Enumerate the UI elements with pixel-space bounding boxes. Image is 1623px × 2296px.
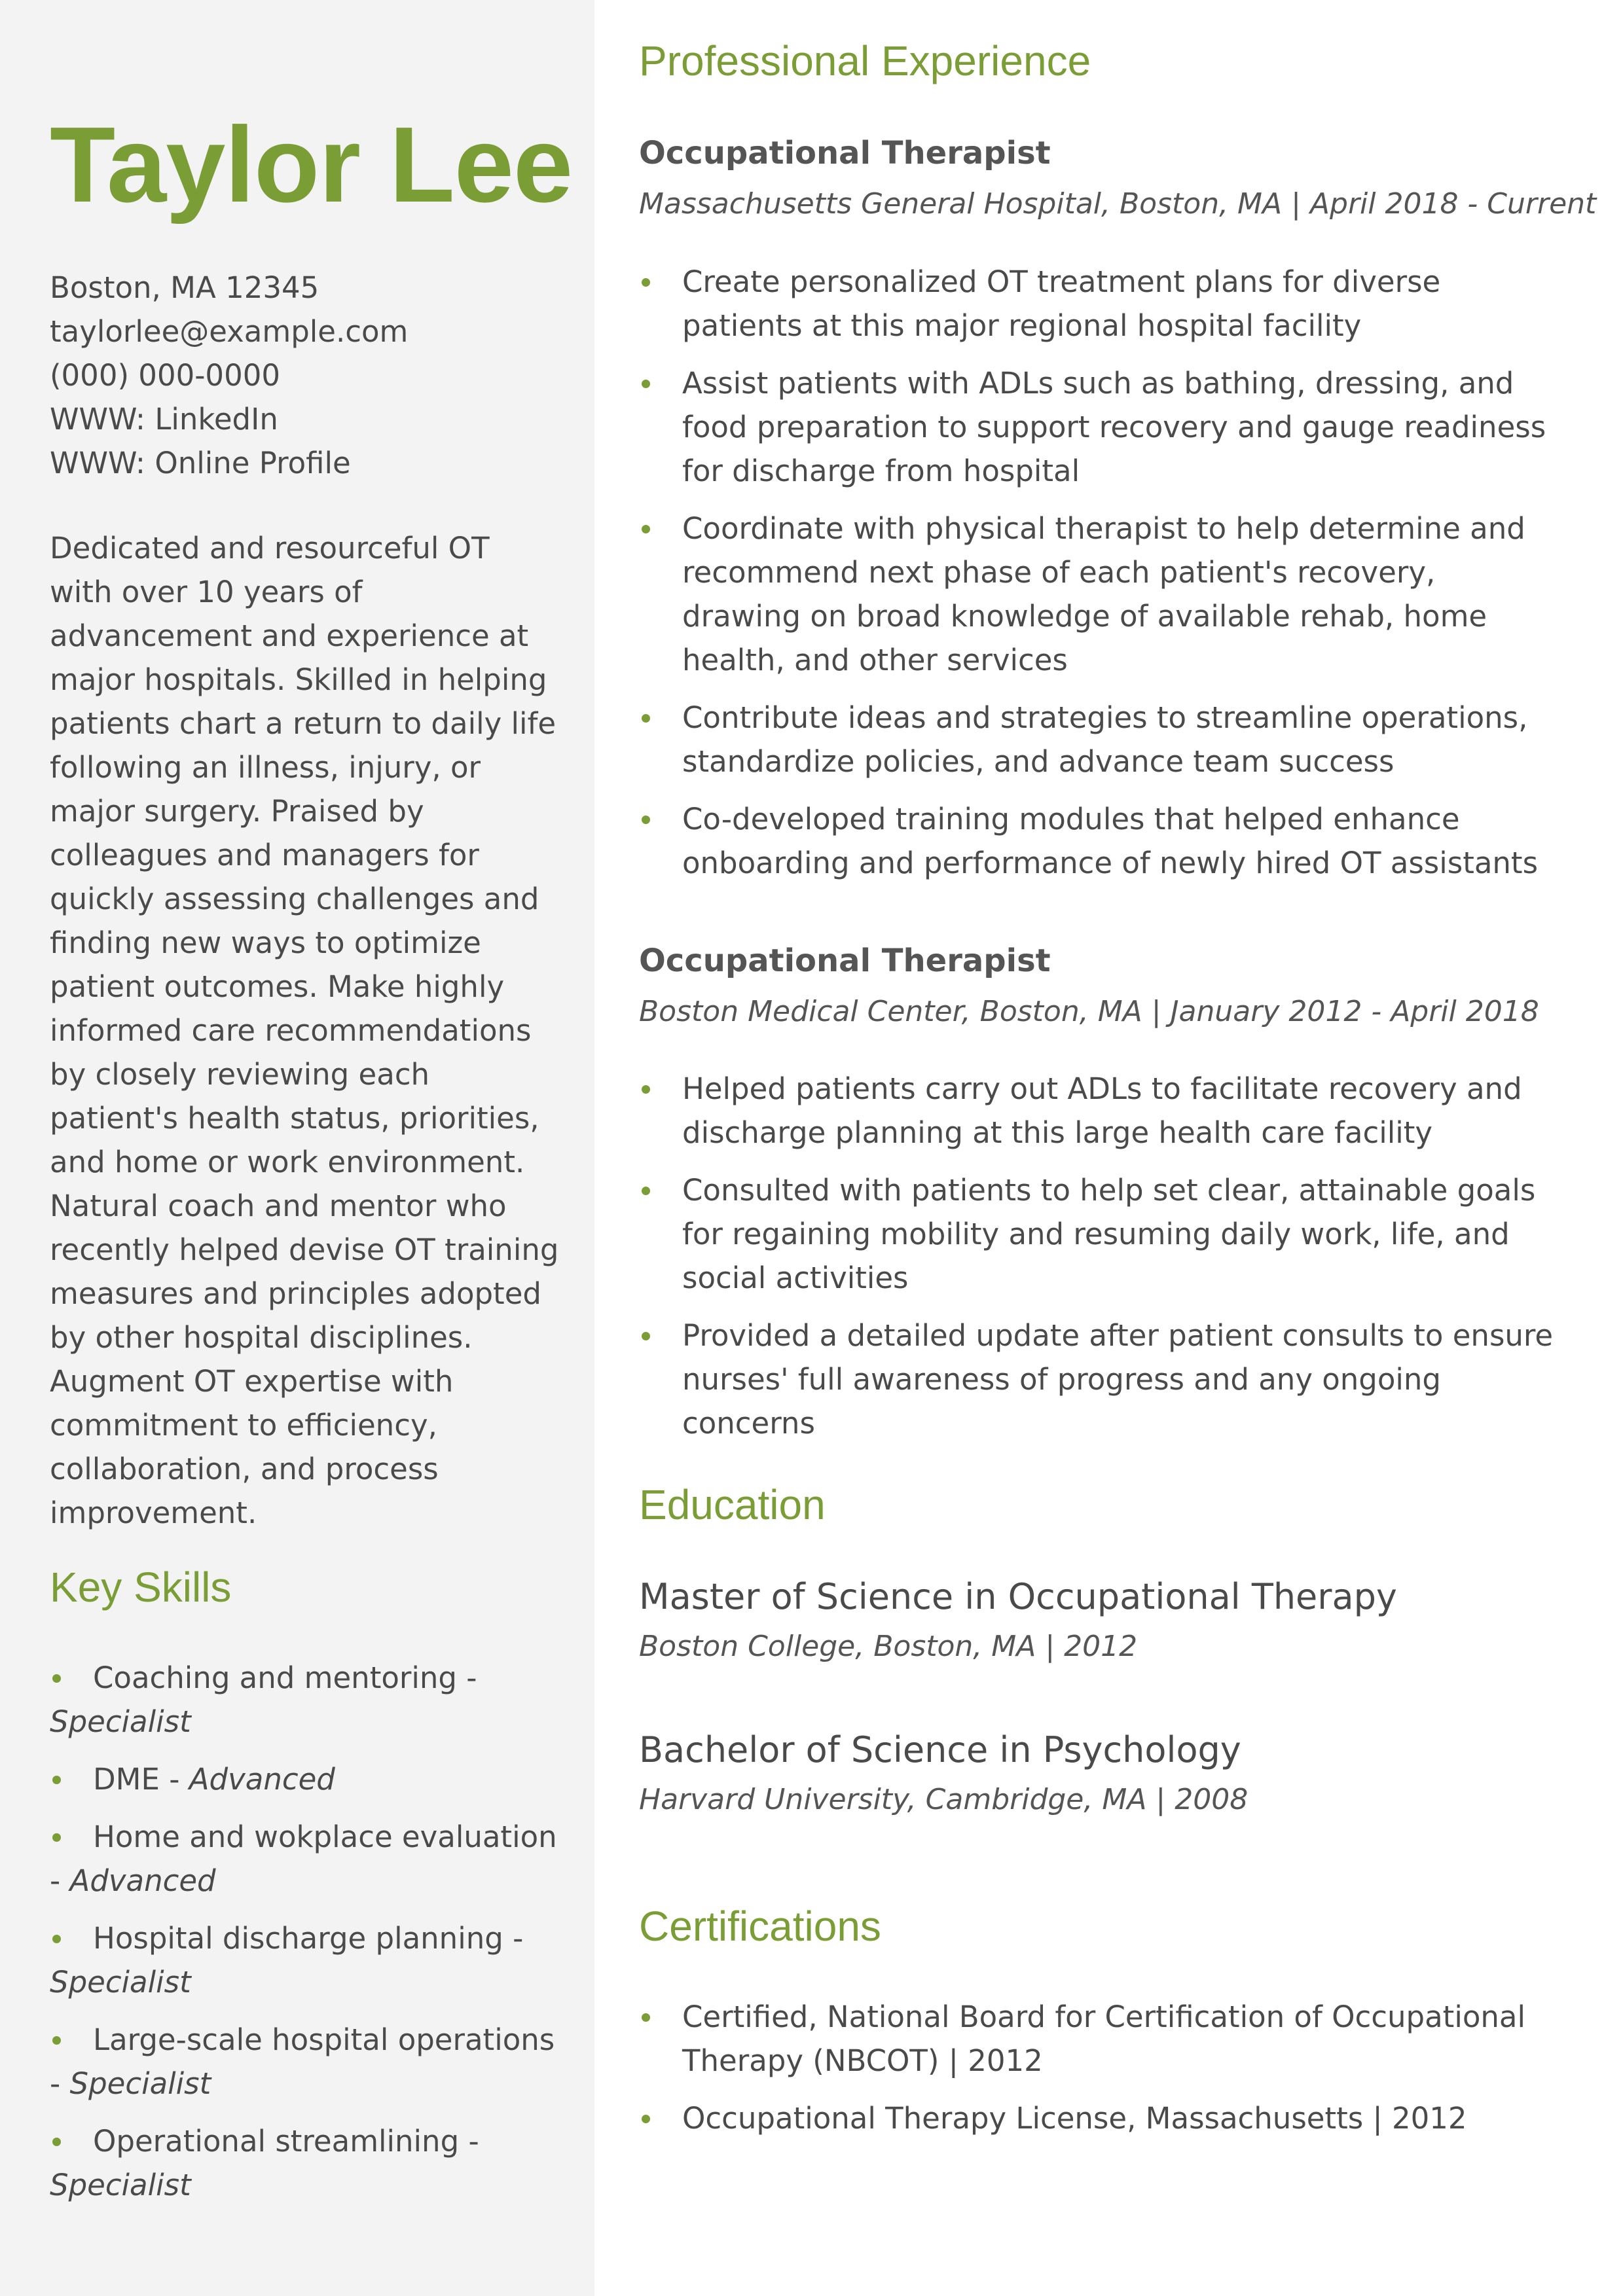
degree-title: Master of Science in Occupational Therapy (639, 1576, 1397, 1617)
skill-item: DME - Advanced (50, 1757, 560, 1801)
contact-info (50, 266, 560, 485)
degree-title: Bachelor of Science in Psychology (639, 1729, 1241, 1770)
bullet-icon (52, 1776, 61, 1784)
bullet-icon (52, 1833, 61, 1842)
bullet-icon (642, 2115, 650, 2123)
job-meta: Boston Medical Center, Boston, MA | January 2012 - April 2018 (639, 995, 1539, 1028)
key-skills-heading: Key Skills (50, 1564, 232, 1611)
bullet-icon (642, 1332, 650, 1340)
bullet-icon (642, 380, 650, 388)
job-bullets (639, 1067, 1562, 1459)
online-profile-link[interactable]: WWW: Online Profile (50, 446, 351, 480)
list-item: Contribute ideas and strategies to streamline operations, standardize policies, and advance team success (639, 696, 1562, 783)
bullet-icon (52, 1935, 61, 1943)
linkedin-link[interactable]: WWW: LinkedIn (50, 402, 278, 437)
job-title: Occupational Therapist (639, 942, 1051, 979)
job-title: Occupational Therapist (639, 135, 1051, 171)
list-item: Create personalized OT treatment plans for diverse patients at this major regional hospital facility (639, 260, 1562, 348)
education-heading: Education (639, 1481, 826, 1528)
skill-item: Coaching and mentoring - Specialist (50, 1660, 477, 1739)
list-item: Consulted with patients to help set clear, attainable goals for regaining mobility and resuming daily work, life, and social activities (639, 1168, 1562, 1300)
certifications-heading: Certifications (639, 1903, 881, 1950)
skill-item: Hospital discharge planning - Specialist (50, 1921, 524, 2000)
bullet-icon (642, 278, 650, 287)
skill-item: Large-scale hospital operations - Specialist (50, 2022, 555, 2101)
list-item: Assist patients with ADLs such as bathing, dressing, and food preparation to support recovery and gauge readiness for discharge from hospital (639, 361, 1562, 493)
professional-summary: Dedicated and resourceful OT with over 10 years of advancement and experience at major hospitals. Skilled in helping patients chart a return to daily life following an illness, injury, or major surgery. Praised by colleagues and managers for quickly assessing challenges and finding new ways to optimize patient outcomes. Make highly informed care recommendations by closely reviewing each patient's health status, priorities, and home or work environment. Natural coach and mentor who recently helped devise OT training measures and principles adopted by other hospital disciplines. Augment OT expertise with commitment to efficiency, collaboration, and process improvement. (50, 531, 559, 1530)
list-item: Helped patients carry out ADLs to facilitate recovery and discharge planning at this large health care facility (639, 1067, 1562, 1155)
bullet-icon (642, 1085, 650, 1094)
bullet-icon (642, 525, 650, 533)
skill-item: Home and wokplace evaluation - Advanced (50, 1820, 557, 1898)
skills-list (50, 1656, 560, 2221)
experience-heading: Professional Experience (639, 37, 1091, 84)
certifications-list (639, 1995, 1562, 2154)
degree-meta: Boston College, Boston, MA | 2012 (639, 1630, 1138, 1663)
bullet-icon (642, 816, 650, 824)
list-item: Provided a detailed update after patient consults to ensure nurses' full awareness of progress and any ongoing concerns (639, 1314, 1562, 1445)
bullet-icon (52, 2138, 61, 2146)
candidate-name: Taylor Lee (50, 105, 573, 224)
list-item: Coordinate with physical therapist to help determine and recommend next phase of each patient's recovery, drawing on broad knowledge of available rehab, home health, and other services (639, 507, 1562, 682)
list-item: Occupational Therapy License, Massachusetts | 2012 (639, 2096, 1562, 2140)
job-meta: Massachusetts General Hospital, Boston, MA | April 2018 - Current (639, 187, 1597, 221)
list-item: Certified, National Board for Certification of Occupational Therapy (NBCOT) | 2012 (639, 1995, 1562, 2083)
degree-meta: Harvard University, Cambridge, MA | 2008 (639, 1783, 1249, 1816)
address: Boston, MA 12345 (50, 270, 319, 305)
job-bullets (639, 260, 1562, 899)
bullet-icon (52, 1674, 61, 1683)
skill-item: Operational streamlining - Specialist (50, 2124, 479, 2202)
email: taylorlee@example.com (50, 314, 409, 349)
bullet-icon (642, 2013, 650, 2022)
list-item: Co-developed training modules that helped enhance onboarding and performance of newly hired OT assistants (639, 797, 1562, 885)
bullet-icon (642, 1187, 650, 1195)
bullet-icon (642, 714, 650, 723)
phone: (000) 000-0000 (50, 358, 280, 393)
bullet-icon (52, 2036, 61, 2045)
